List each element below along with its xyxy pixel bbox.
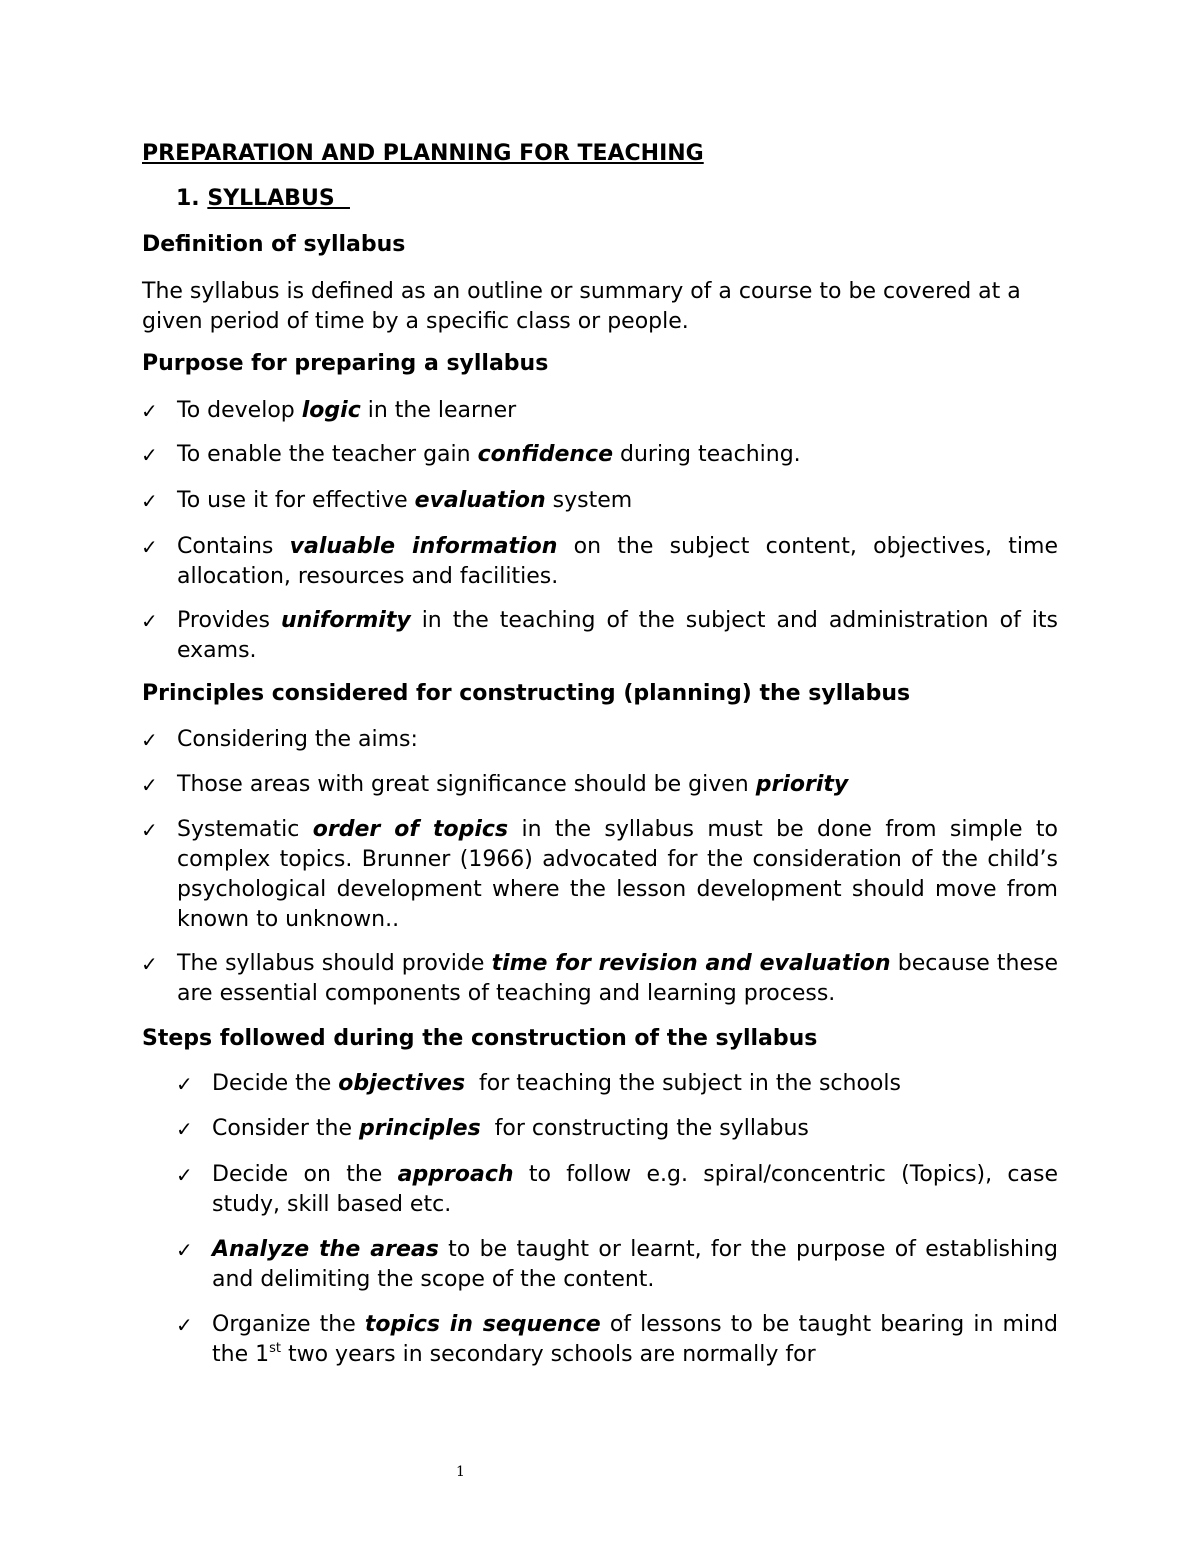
list-item [141,440,1077,470]
item-emphasis: approach [397,1162,514,1187]
item-text: To develop [177,398,302,423]
list-item [176,1160,1059,1220]
item-emphasis: logic [301,398,361,423]
check-icon: ✓ [176,1117,193,1141]
section-label: SYLLABUS [207,186,350,211]
item-text: Decide on the [212,1162,398,1187]
item-text: in the learner [360,398,517,423]
principles-heading: Principles considered for constructing (planning) the syllabus [142,681,911,706]
list-item [176,1235,1058,1295]
list-item [141,815,1059,935]
list-item [141,396,1077,426]
item-emphasis: Analyze the areas [212,1237,439,1262]
check-icon: ✓ [141,818,158,842]
item-text: Consider the [212,1116,359,1141]
item-emphasis: evaluation [414,488,546,513]
item-text: The syllabus should provide [177,951,492,976]
item-emphasis: valuable information [289,534,558,559]
item-text: because these are essential components of teaching and learning process. [177,951,1059,1006]
item-emphasis: order of topics [312,817,509,842]
superscript: st [269,1341,281,1356]
list-item [141,486,1077,516]
page-title: PREPARATION AND PLANNING FOR TEACHING [142,141,704,166]
item-emphasis: priority [755,772,849,797]
page-number: 1 [456,1464,465,1480]
definition-heading: Definition of syllabus [142,232,406,257]
check-icon: ✓ [176,1313,193,1337]
check-icon: ✓ [141,535,158,559]
item-text: system [545,488,633,513]
item-emphasis: time for revision and evaluation [491,951,891,976]
check-icon: ✓ [141,399,158,423]
check-icon: ✓ [176,1163,193,1187]
item-text: to follow e.g. spiral/concentric (Topics), case study, skill based etc. [212,1162,1059,1217]
check-icon: ✓ [141,773,158,797]
item-text: Contains [177,534,290,559]
item-text: Systematic [177,817,313,842]
item-text: two years in secondary schools are normally for [280,1342,816,1367]
item-text: to be taught or learnt, for the purpose of establishing and delimiting the scope of the content. [212,1237,1058,1292]
item-emphasis: confidence [477,442,614,467]
check-icon: ✓ [141,489,158,513]
check-icon: ✓ [176,1072,193,1096]
list-item [176,1114,1058,1144]
list-item [141,725,1077,755]
item-text: for teaching the subject in the schools [465,1071,901,1096]
check-icon: ✓ [141,443,158,467]
item-text: during teaching. [613,442,801,467]
item-emphasis: principles [358,1116,481,1141]
item-text: Decide the [212,1071,339,1096]
check-icon: ✓ [176,1238,193,1262]
item-text: Provides [177,608,281,633]
list-item [141,949,1059,1009]
section-heading [176,186,350,211]
item-text: Those areas with great significance should be given [177,772,756,797]
purpose-heading: Purpose for preparing a syllabus [142,351,549,376]
item-text: To enable the teacher gain [177,442,478,467]
list-item [176,1069,1058,1099]
list-item [141,770,1077,800]
check-icon: ✓ [141,609,158,633]
item-text: of lessons to be taught bearing in mind the 1 [212,1312,1058,1367]
item-text: Organize the [212,1312,365,1337]
steps-heading: Steps followed during the construction of the syllabus [142,1026,818,1051]
item-text: Considering the aims: [177,727,418,752]
item-text: on the subject content, objectives, time allocation, resources and facilities. [177,534,1058,589]
definition-text: The syllabus is defined as an outline or summary of a course to be covered at a given period of time by a specific class or people. [142,279,1021,334]
check-icon: ✓ [141,952,158,976]
list-item [141,532,1058,592]
list-item [176,1310,1058,1370]
list-item [141,606,1058,666]
item-emphasis: uniformity [280,608,411,633]
item-text: To use it for effective [177,488,415,513]
item-emphasis: topics in sequence [364,1312,601,1337]
item-text: in the teaching of the subject and administration of its exams. [177,608,1058,663]
item-text: for constructing the syllabus [480,1116,809,1141]
item-text: in the syllabus must be done from simple to complex topics. Brunner (1966) advocated for the consideration of the child’s psychological development where the lesson development should move from known to unknown.. [177,817,1059,932]
section-number: 1. [176,186,200,211]
check-icon: ✓ [141,728,158,752]
item-emphasis: objectives [338,1071,466,1096]
